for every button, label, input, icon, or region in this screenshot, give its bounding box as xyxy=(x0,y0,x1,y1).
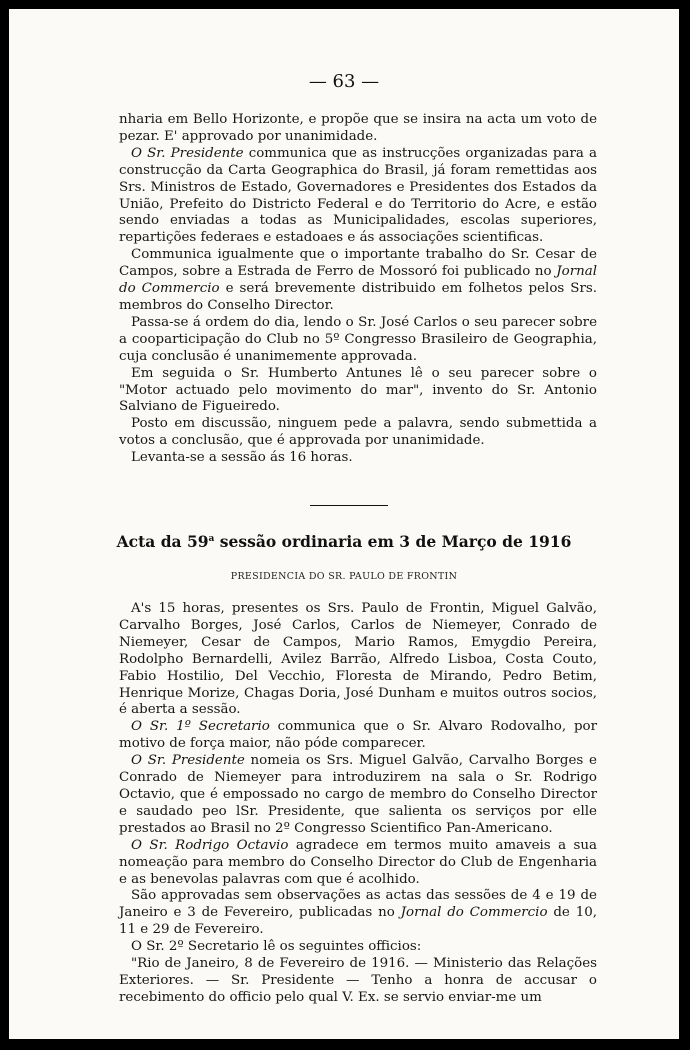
speaker: O Sr. Presidente xyxy=(131,753,245,769)
paragraph: Passa-se á ordem do dia, lendo o Sr. José Carlos o seu parecer sobre a cooparticipação do Club no 5º Congresso Brasileiro de Geographia, cuja conclusão é unanimemente approvada. xyxy=(119,314,597,364)
paragraph: Levanta-se a sessão ás 16 horas. xyxy=(131,450,353,466)
paragraph: O Sr. 2º Secretario lê os seguintes officios: xyxy=(131,939,422,955)
paragraph: Em seguida o Sr. Humberto Antunes lê o seu parecer sobre o "Motor actuado pelo movimento do mar", invento do Sr. Antonio Salviano de Figueiredo. xyxy=(119,365,597,415)
journal-title: Jornal do Commercio xyxy=(119,264,597,297)
paragraph: nharia em Bello Horizonte, e propõe que se insira na acta um voto de pezar. E' approvado por unanimidade. xyxy=(119,112,597,144)
paragraph: "Rio de Janeiro, 8 de Fevereiro de 1916. — Ministerio das Relações Exteriores. — Sr. Presidente — Tenho a honra de accusar o recebimento do officio pelo qual V. Ex. se servio enviar-me um xyxy=(119,956,597,1005)
speaker: O Sr. Rodrigo Octavio xyxy=(131,837,289,853)
paragraph: São approvadas sem observações as actas das sessões de 4 e 19 de Janeiro e 3 de Fevereiro, publicadas no Jornal do Commercio de 10, 11 e 29 de Fevereiro. xyxy=(119,888,597,938)
section-subheading: PRESIDENCIA DO SR. PAULO DE FRONTIN xyxy=(230,571,458,582)
paragraph: Communica igualmente que o importante trabalho do Sr. Cesar de Campos, sobre a Estrada de Ferro de Mossoró foi publicado no Jornal do Commercio e será brevemente distribuido em folhetos pelos Srs. membros do Conselho Director. xyxy=(119,247,597,313)
paragraph: A's 15 horas, presentes os Srs. Paulo de Frontin, Miguel Galvão, Carvalho Borges, José Carlos, Carlos de Niemeyer, Conrado de Niemeyer, Cesar de Campos, Mario Ramos, Emygdio Pereira, Rodolpho Bernardelli, Avilez Barrão, Alfredo Lisboa, Costa Couto, Fabio Hostilio, Del Vecchio, Floresta de Mirando, Pedro Betim, Henrique Morize, Chagas Doria, José Dunham e muitos outros socios, é aberta a sessão. xyxy=(119,601,597,718)
speaker: O Sr. Presidente xyxy=(131,145,244,161)
speaker: O Sr. 1º Secretario xyxy=(131,719,270,735)
paragraph: O Sr. 1º Secretario communica que o Sr. Alvaro Rodovalho, por motivo de força maior, não póde comparecer. xyxy=(119,719,597,752)
paragraph: Posto em discussão, ninguem pede a palavra, sendo submettida a votos a conclusão, que é approvada por unanimidade. xyxy=(119,416,597,449)
paragraph: O Sr. Rodrigo Octavio agradece em termos muito amaveis a sua nomeação para membro do Conselho Director do Club de Engenharia e as benevolas palavras com que é acolhido. xyxy=(119,837,597,887)
paragraph: O Sr. Presidente communica que as instrucções organizadas para a construcção da Carta Geographica do Brasil, já foram remettidas aos Srs. Ministros de Estado, Governadores e Presidentes dos Estados da União, Prefeito do Districto Federal e do Territorio do Acre, e estão sendo enviadas a todas as Municipalidades, escolas superiores, repartições federaes e estadoaes e ás associações scientificas. xyxy=(119,145,597,246)
page-number: — 63 — xyxy=(308,71,380,92)
scanned-page xyxy=(9,9,679,1039)
journal-title: Jornal do Commercio xyxy=(400,905,548,921)
text-block-bottom xyxy=(119,601,597,1007)
section-divider xyxy=(310,505,388,506)
section-heading: Acta da 59$^a$ sessão ordinaria em 3 de Março de 1916 xyxy=(116,532,572,551)
text-block-top xyxy=(119,112,597,467)
paragraph: O Sr. Presidente nomeia os Srs. Miguel Galvão, Carvalho Borges e Conrado de Niemeyer para introduzirem na sala o Sr. Rodrigo Octavio, que é empossado no cargo de membro do Conselho Director e saudado peo lSr. Presidente, que salienta os serviços por elle prestados ao Brasil no 2º Congresso Scientifico Pan-Americano. xyxy=(119,753,597,836)
